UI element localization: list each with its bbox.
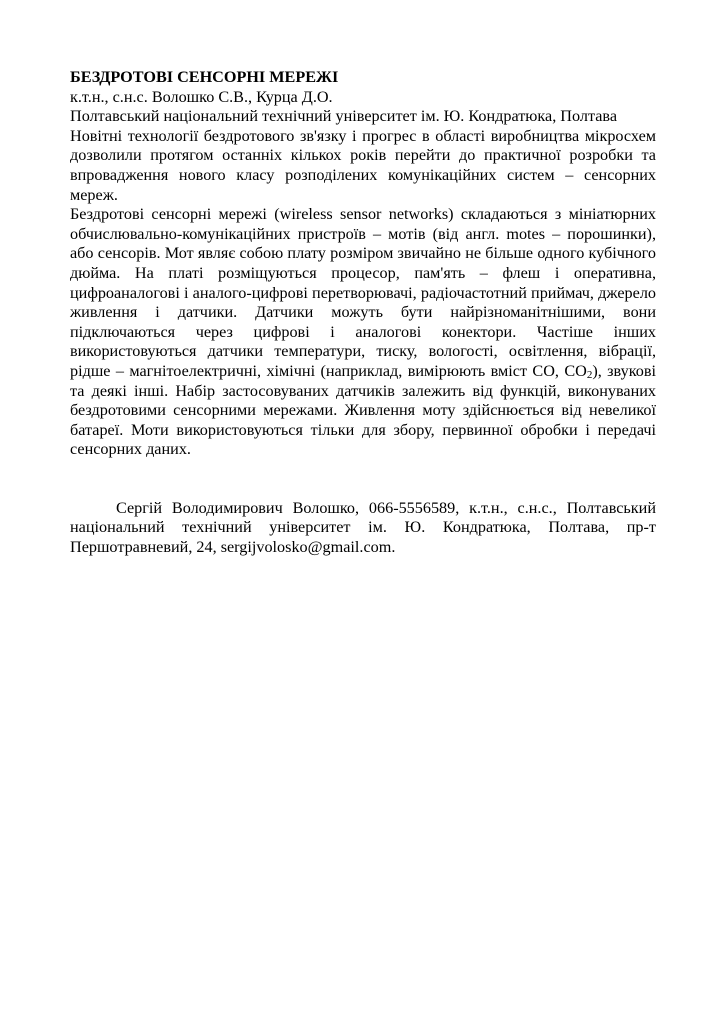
document-page — [70, 68, 656, 558]
document-title: БЕЗДРОТОВІ СЕНСОРНІ МЕРЕЖІ — [70, 68, 339, 86]
co2-subscript: 2 — [586, 368, 593, 381]
author-contact-info: Сергій Володимирович Волошко, 066-5556589, к.т.н., с.н.с., Полтавський національний технічний університет ім. Ю. Кондратюка, Полтава, пр-т Першотравневий, 24, sergijvolosko@gmail.com. — [70, 498, 656, 557]
paragraph-body-part1: Бездротові сенсорні мережі (wireless sensor networks) складаються з мініатюрних обчислювально-комунікаційних пристроїв – мотів (від англ. motes – порошинки), або сенсорів. Мот являє собою плату розміром звичайно не більше одного кубічного дюйма. На платі розміщуються процесор, пам'ять – флеш і оперативна, цифроаналогові і аналого-цифрові перетворювачі, радіочастотний приймач, джерело живлення і датчики. Датчики можуть бути найрізноманітнішими, вони підключаються через цифрові і аналогові конектори. Частіше інших використовуються датчики температури, тиску, вологості, освітлення, вібрації, рідше – магнітоелектричні, хімічні (наприклад, вимірюють вміст CO, CO — [70, 205, 656, 380]
paragraph-body — [70, 205, 656, 460]
paragraph-intro: Новітні технології бездротового зв'язку і прогрес в області виробництва мікросхем дозволили протягом останніх кількох років перейти до практичної розробки та впровадження нового класу розподілених комунікаційних систем – сенсорних мереж. — [70, 126, 656, 204]
paragraph-body-part2: ), звукові та деякі інші. Набір застосовуваних датчиків залежить від функцій, виконуваних бездротовими сенсорними мережами. Живлення моту здійснюється від невеликої батареї. Моти використовуються тільки для збору, первинної обробки і передачі сенсорних даних. — [70, 361, 657, 459]
affiliation-line: Полтавський національний технічний університет ім. Ю. Кондратюка, Полтава — [70, 107, 618, 126]
authors-line: к.т.н., с.н.с. Волошко С.В., Курца Д.О. — [70, 87, 333, 106]
